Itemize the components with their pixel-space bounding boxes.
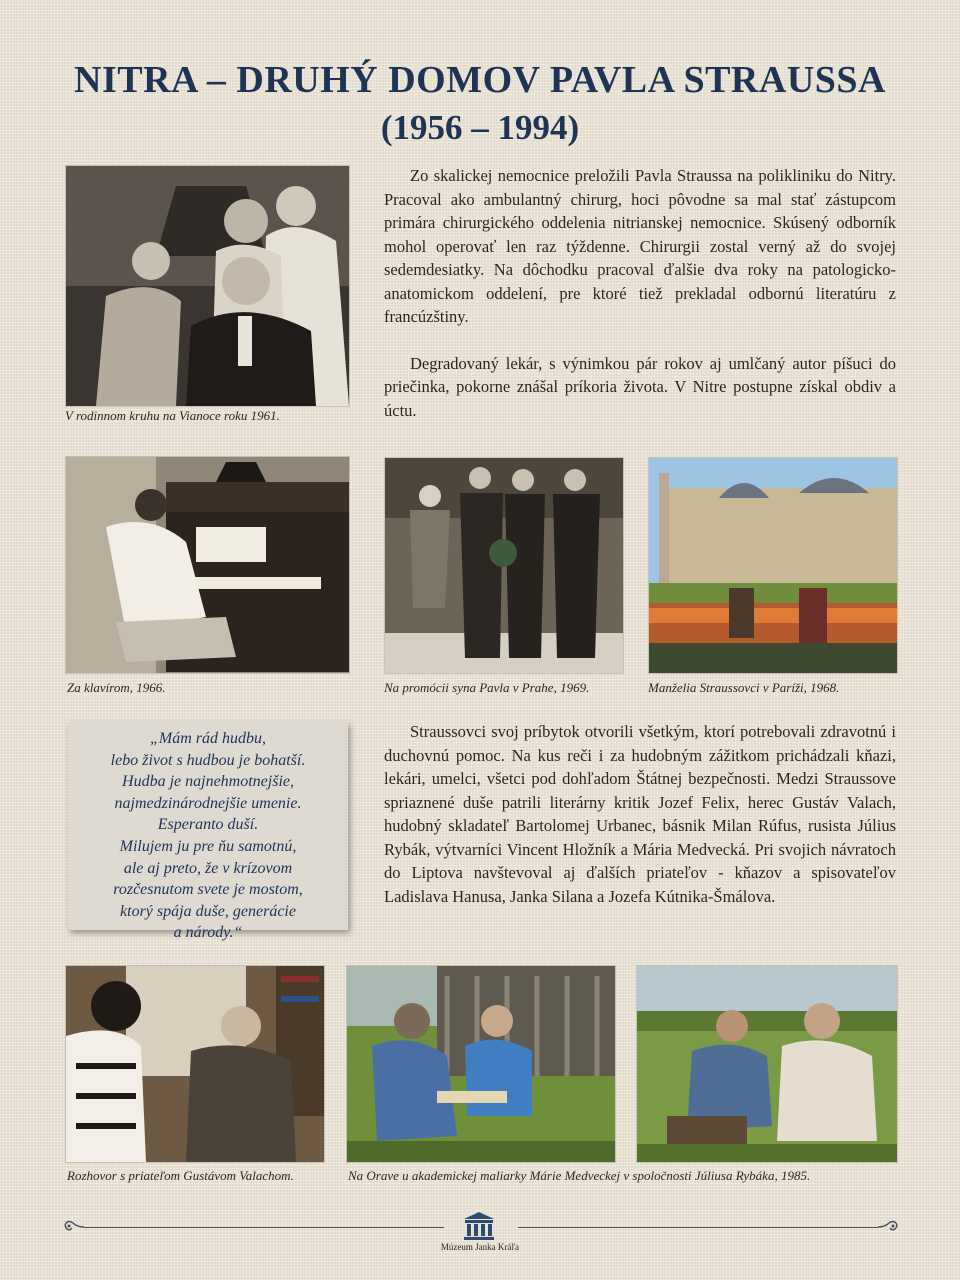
quote-line: ale aj preto, že v krízovom <box>123 859 293 877</box>
quote-line: Milujem ju pre ňu samotnú, <box>119 837 297 855</box>
quote-box <box>68 722 348 942</box>
intro-paragraph-2: Degradovaný lekár, s výnimkou pár rokov aj umlčaný autor píšuci do priečinka, pokorne znášal príkoria života. V Nitre postupne získal obdiv a úctu. <box>384 353 896 420</box>
paris-photo <box>648 457 898 674</box>
quote-line: Hudba je najnehmotnejšie, <box>122 773 294 791</box>
conversation-photo <box>65 965 325 1163</box>
ornament-right-icon <box>877 1219 899 1235</box>
quote-line: a národy.“ <box>173 924 243 942</box>
piano-photo <box>65 456 350 674</box>
intro-text <box>384 164 896 422</box>
graduation-photo <box>384 457 624 674</box>
quote-line: lebo život s hudbou je bohatší. <box>110 751 306 769</box>
quote-text <box>68 728 348 944</box>
intro-paragraph-1: Zo skalickej nemocnice preložili Pavla Straussa na polikliniku do Nitry. Pracoval ako ambulantný chirurg, hoci pôvodne sa mal stať zástupcom primára chirurgického oddelenia nitrianskej nemocnice. Skúsený odborník mohol operovať len raz týždenne. Chirurgii zostal verný až do svojej sedemdesiatky. Na dôchodku pracoval ďalšie dva roky na patologicko-anatomickom oddelení, pre ktoré tiež prekladal odbornú literatúru z francúzštiny. <box>384 166 896 326</box>
quote-line: „Mám rád hudbu, <box>149 730 266 747</box>
friends-text <box>384 720 896 908</box>
friends-paragraph: Straussovci svoj príbytok otvorili všetkým, ktorí potrebovali zdravotnú i duchovnú pomoc. Na kus reči i za hudobným zážitkom prichádzali kňazi, lekári, umelci, všetci pod dohľadom Štátnej bezpečnosti. Medzi Straussove spriaznené duše patrili literárny kritik Jozef Felix, herec Gustáv Valach, hudobný skladateľ Bartolomej Urbanec, básnik Milan Rúfus, rusista Július Rybák, výtvarníci Vincent Hložník a Mária Medvecká. Pri svojich návratoch do Liptova navštevoval aj ďalších priateľov - kňazov a spisovateľov Ladislava Hanusa, Janka Silana a Jozefa Kútnika-Šmálova. <box>384 722 896 906</box>
museum-name: Múzeum Janka Kráľa <box>440 1242 520 1252</box>
quote-line: najmedzinárodnejšie umenie. <box>114 794 302 812</box>
quote-line: rozčesnutom svete je mostom, <box>113 881 303 899</box>
family-photo <box>65 165 350 407</box>
page-title: NITRA – DRUHÝ DOMOV PAVLA STRAUSSA <box>74 59 886 101</box>
paris-photo-caption: Manželia Straussovci v Paríži, 1968. <box>648 680 840 695</box>
quote-line: Esperanto duší. <box>157 816 259 834</box>
piano-photo-caption: Za klavírom, 1966. <box>67 680 166 695</box>
conversation-photo-caption: Rozhovor s priateľom Gustávom Valachom. <box>67 1168 294 1183</box>
page-subtitle-years: (1956 – 1994) <box>380 108 580 147</box>
garden-photo-right <box>636 965 898 1163</box>
ornament-left-icon <box>63 1219 85 1235</box>
footer-divider-left <box>84 1227 444 1228</box>
family-photo-caption: V rodinnom kruhu na Vianoce roku 1961. <box>65 408 280 423</box>
garden-photo-left <box>346 965 616 1163</box>
quote-line: ktorý spája duše, generácie <box>120 902 296 920</box>
museum-building-icon <box>462 1211 496 1241</box>
graduation-photo-caption: Na promócii syna Pavla v Prahe, 1969. <box>384 680 590 695</box>
footer-divider-right <box>518 1227 878 1228</box>
garden-photo-caption: Na Orave u akademickej maliarky Márie Medveckej v spoločnosti Júliusa Rybáka, 1985. <box>348 1168 811 1183</box>
